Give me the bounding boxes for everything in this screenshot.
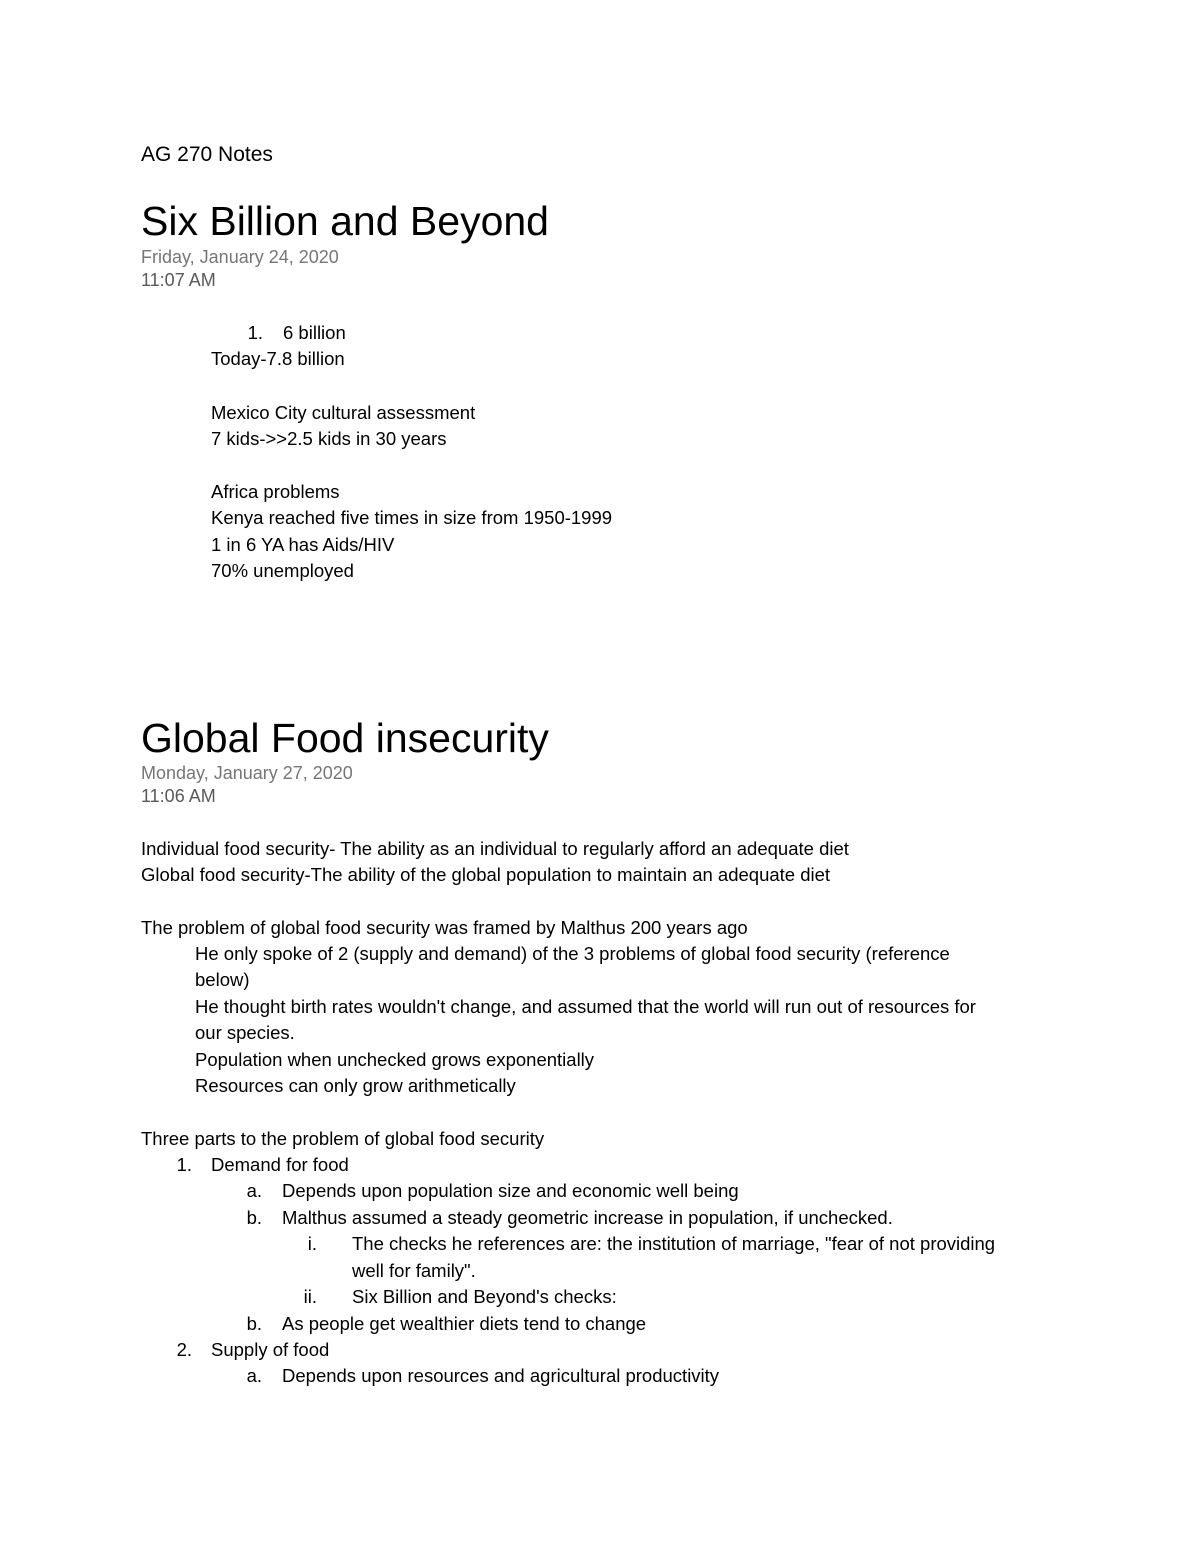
outline-marker: 2. <box>176 1339 192 1360</box>
outline-marker: b. <box>246 1207 262 1228</box>
indented-line: below) <box>195 969 250 990</box>
outline-item: Depends upon resources and agricultural productivity <box>282 1365 720 1386</box>
note-line: Mexico City cultural assessment <box>211 402 476 423</box>
list-item: 6 billion <box>283 322 346 343</box>
outline-marker: a. <box>246 1180 262 1201</box>
outline-marker: a. <box>246 1365 262 1386</box>
outline-item: The checks he references are: the institution of marriage, "fear of not providing <box>352 1233 996 1254</box>
section-title-six-billion: Six Billion and Beyond <box>141 198 549 244</box>
outline-item: Malthus assumed a steady geometric increase in population, if unchecked. <box>282 1207 893 1228</box>
indented-line: Population when unchecked grows exponentially <box>195 1049 595 1070</box>
list-marker: 1. <box>247 322 263 343</box>
note-line: 1 in 6 YA has Aids/HIV <box>211 534 395 555</box>
outline-marker: b. <box>246 1313 262 1334</box>
section-time: 11:06 AM <box>141 786 216 806</box>
note-line: 70% unemployed <box>211 560 354 581</box>
indented-line: He thought birth rates wouldn't change, and assumed that the world will run out of resources for <box>195 996 976 1017</box>
outline-item-continuation: well for family". <box>352 1260 476 1281</box>
section-date: Friday, January 24, 2020 <box>141 247 339 267</box>
section-time: 11:07 AM <box>141 270 216 290</box>
note-line: Kenya reached five times in size from 1950-1999 <box>211 507 613 528</box>
outline-item: As people get wealthier diets tend to change <box>282 1313 647 1334</box>
outline-item: Supply of food <box>211 1339 330 1360</box>
section-title-global-food: Global Food insecurity <box>141 715 549 761</box>
outline-item: Depends upon population size and economic well being <box>282 1180 739 1201</box>
paragraph-line: The problem of global food security was framed by Malthus 200 years ago <box>141 917 748 938</box>
note-line: Africa problems <box>211 481 340 502</box>
document-title: AG 270 Notes <box>141 143 273 166</box>
outline-item: Demand for food <box>211 1154 349 1175</box>
indented-line: Resources can only grow arithmetically <box>195 1075 516 1096</box>
outline-item: Six Billion and Beyond's checks: <box>352 1286 617 1307</box>
definition-line: Global food security-The ability of the global population to maintain an adequate diet <box>141 864 831 885</box>
outline-marker: 1. <box>176 1154 192 1175</box>
indented-line: our species. <box>195 1022 295 1043</box>
paragraph-line: Three parts to the problem of global food security <box>141 1128 545 1149</box>
outline-marker: ii. <box>303 1286 317 1307</box>
note-line: 7 kids->>2.5 kids in 30 years <box>211 428 447 449</box>
definition-line: Individual food security- The ability as an individual to regularly afford an adequate diet <box>141 838 849 859</box>
note-line: Today-7.8 billion <box>211 348 345 369</box>
indented-line: He only spoke of 2 (supply and demand) of the 3 problems of global food security (reference <box>195 943 950 964</box>
outline-marker: i. <box>307 1233 317 1254</box>
section-date: Monday, January 27, 2020 <box>141 763 353 783</box>
